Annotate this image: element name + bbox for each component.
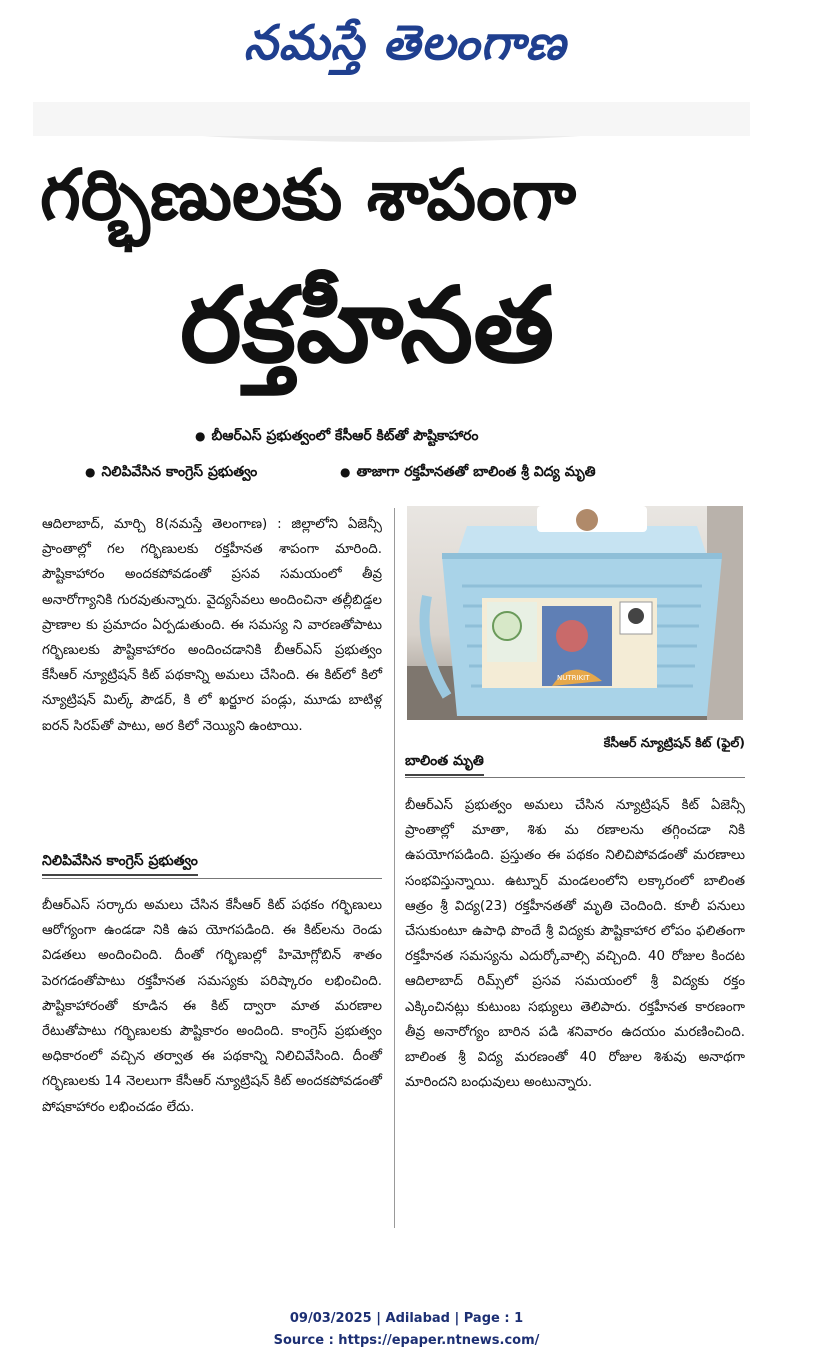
kicker-3 bbox=[340, 461, 596, 483]
column-divider bbox=[394, 508, 395, 1228]
bullet-icon: ● bbox=[195, 429, 206, 443]
footer-source: Source : https://epaper.ntnews.com/ bbox=[273, 1333, 540, 1348]
newspaper-masthead: నమస్తే తెలంగాణ bbox=[243, 15, 567, 71]
subhead-congress: నిలిపివేసిన కాంగ్రెస్ ప్రభుత్వం bbox=[42, 850, 198, 876]
subhead-rule bbox=[42, 878, 382, 879]
subhead-rule-right bbox=[405, 777, 745, 778]
article-section-2: బీఆర్ఎస్ ప్రభుత్వం అమలు చేసిన న్యూట్రిషన్ కిట్ ఏజెన్సీ ప్రాంతాల్లో మాతా, శిశు మ రణాలను తగ్గించడా నికి ఉపయోగపడింది. ప్రస్తుతం ఈ పథకం నిలిచిపోవడంతో మరణాలు సంభవిస్తున్నాయి. ఉట్నూర్ మండలంలోని లక్కారంలో బాలింత ఆత్రం శ్రీ విద్య(23) రక్తహీనతతో మృతి చెందింది. కూలీ పనులు చేసుకుంటూ ఉపాధి పొందే శ్రీ విద్యకు పౌష్టికాహార లోపం ఫలితంగా రక్తహీనత సమస్యను ఎదుర్కోవాల్సి వచ్చింది. 40 రోజుల కిందట ఆదిలాబాద్ రిమ్స్‌లో ప్రసవ సమయంలో శ్రీ విద్యకు రక్తం ఎక్కించినట్లు కుటుంబ సభ్యులు తెలిపారు. రక్తహీనత కారణంగా తీవ్ర అనారోగ్యం బారిన పడి శనివారం ఉదయం మరణించింది. బాలింత శ్రీ విద్య మరణంతో 40 రోజుల శిశువు అనాథగా మారిందని బంధువులు అంటున్నారు. bbox=[405, 798, 745, 1091]
article-section-1: బీఆర్ఎస్ సర్కారు అమలు చేసిన కేసీఆర్ కిట్ పథకం గర్భిణులు ఆరోగ్యంగా ఉండడా నికి ఉప యోగపడింది. ఈ కిట్‌లను రెండు విడతలు అందించింది. దీంతో గర్భిణుల్లో హిమోగ్లోబిన్ శాతం పెరగడంతోపాటు రక్తహీనత సమస్యకు పరిష్కారం లభించింది. పౌష్టికాహారంతో కూడిన ఈ కిట్ ద్వారా మాత మరణాల రేటుతోపాటు గర్భిణులకు పౌష్టికారం అందింది. కాంగ్రెస్ ప్రభుత్వం అధికారంలో వచ్చిన తర్వాత ఈ పథకాన్ని నిలిచివేసింది. దీంతో గర్భిణులకు 14 నెలలుగా కేసీఆర్ న్యూట్రిషన్ కిట్ అందకపోవడంతో పోషకాహారం లభించడం లేదు. bbox=[42, 898, 382, 1115]
kicker-2-text: నిలిపివేసిన కాంగ్రెస్ ప్రభుత్వం bbox=[101, 464, 258, 480]
nutrition-kit-illustration bbox=[407, 506, 743, 720]
kicker-1-text: బీఆర్ఎస్ ప్రభుత్వంలో కేసీఆర్ కిట్‌తో పౌష్టికాహారం bbox=[211, 428, 479, 444]
footer-date-edition: 09/03/2025 | Adilabad | Page : 1 bbox=[289, 1311, 524, 1326]
kicker-1 bbox=[195, 425, 479, 447]
bullet-icon: ● bbox=[340, 465, 351, 479]
kicker-3-text: తాజాగా రక్తహీనతతో బాలింత శ్రీ విద్య మృతి bbox=[356, 464, 596, 480]
article-intro: ఆదిలాబాద్, మార్చి 8(నమస్తే తెలంగాణ) : జిల్లాలోని ఏజెన్సీ ప్రాంతాల్లో గల గర్భిణులకు రక్తహీనత శాపంగా మారింది. పౌష్టికాహారం అందకపోవడంతో ప్రసవ సమయంలో తీవ్ర అనారోగ్యానికి గురవుతున్నారు. వైద్యసేవలు అందించినా తల్లీబిడ్డల ప్రాణాల కు ప్రమాదం ఏర్పడుతుంది. ఈ సమస్య ని వారణతోపాటు గర్భిణులకు పౌష్టికాహారం అందించడానికి బీఆర్ఎస్ ప్రభుత్వం కేసీఆర్ న్యూట్రిషన్ కిట్ పథకాన్ని అమలు చేసింది. ఈ కిట్‌లో కిలో న్యూట్రిషన్ మిల్క్ పౌడర్, కి లో ఖర్జూర పండ్లు, మూడు బాటిళ్ల ఐరన్ సిరప్‌తో పాటు, అర కిలో నెయ్యిని ఉంటాయి. bbox=[42, 517, 382, 734]
photo-caption: కేసీఆర్ న్యూట్రిషన్ కిట్ (ఫైల్) bbox=[603, 735, 745, 750]
kit-label-text: NUTRIKIT bbox=[557, 674, 590, 682]
headline-line-1: గర్భిణులకు శాపంగా bbox=[40, 154, 577, 236]
kicker-2 bbox=[85, 461, 257, 483]
nutrition-kit-photo bbox=[407, 506, 743, 720]
bullet-icon: ● bbox=[85, 465, 96, 479]
headline-banner-band bbox=[33, 102, 750, 136]
subhead-death: బాలింత మృతి bbox=[405, 750, 484, 776]
headline-line-2: రక్తహీనత bbox=[180, 264, 555, 386]
